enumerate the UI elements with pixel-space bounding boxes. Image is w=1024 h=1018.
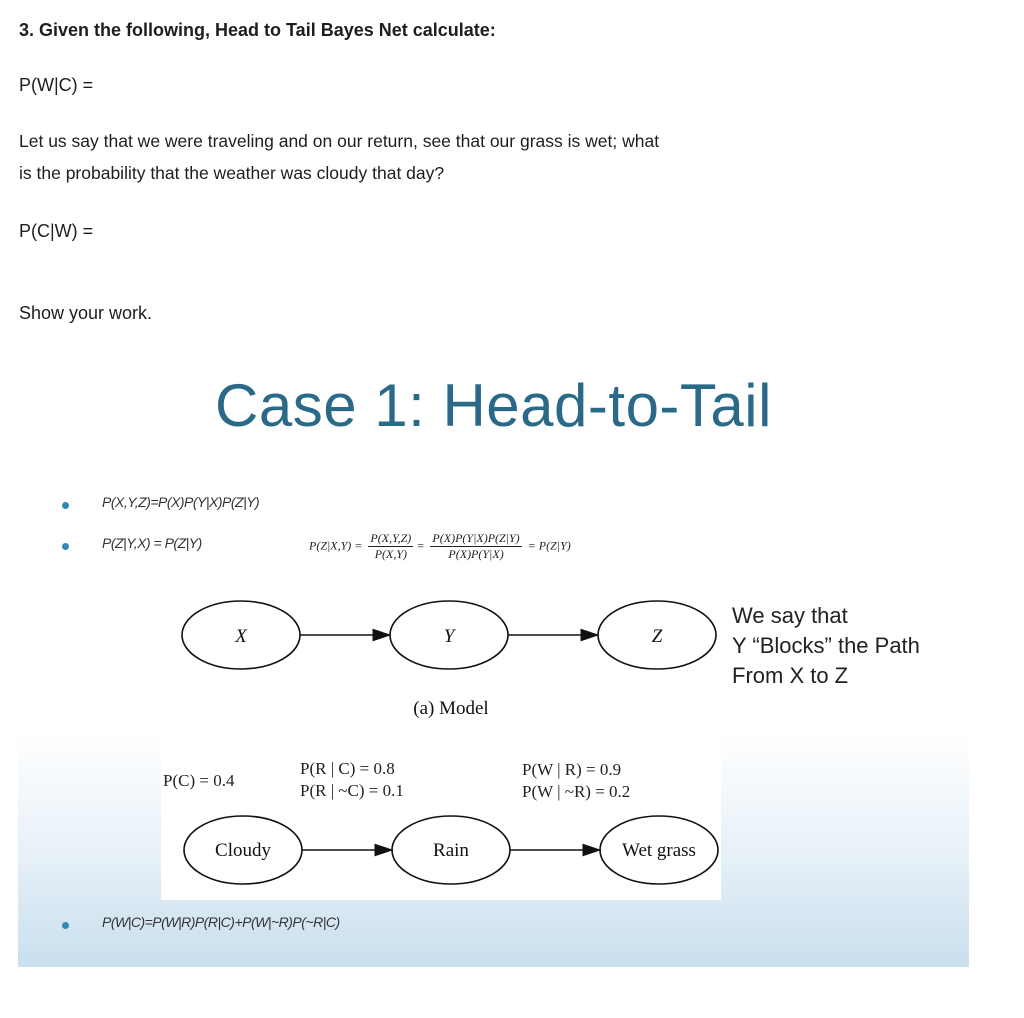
bullet-pwc-expansion: P(W|C)=P(W|R)P(R|C)+P(W|~R)P(~R|C) [102,914,340,930]
fraction-2-num: P(X)P(Y|X)P(Z|Y) [432,531,520,545]
fraction-2 [430,531,521,562]
bullet-independence: P(Z|Y,X) = P(Z|Y) [102,535,202,551]
node-y-label: Y [443,626,455,647]
node-z-label: Z [651,626,663,647]
fraction-1-num: P(X,Y,Z) [370,531,412,545]
cpt-rain [300,758,404,802]
bullet-dot [62,502,69,509]
show-work: Show your work. [19,303,153,323]
blocks-note [732,601,920,691]
cpt-rain-given-not-c: P(R | ~C) = 0.1 [300,781,404,800]
derivation-formula: P(Z|X,Y) = $\frac{P(X,Y,Z)}{P(X,Y)}$ = $\frac{P(X)P(Y|X)P(Z|Y)}{P(X)P(Y|X)}$ = P(Z|Y) [309,531,571,561]
formula-rhs: = P(Z|Y) [527,538,571,553]
node-cloudy-label: Cloudy [215,840,271,861]
node-wet-grass-label: Wet grass [622,840,696,861]
cpt-wet [522,759,630,803]
cpt-rain-given-c: P(R | C) = 0.8 [300,759,395,778]
scenario-line-1: Let us say that we were traveling and on our return, see that our grass is wet; what [19,131,660,151]
scenario-line-2: is the probability that the weather was cloudy that day? [19,163,445,183]
node-x-label: X [235,626,247,647]
model-caption: (a) Model [413,698,489,719]
fraction-1 [368,531,413,562]
bullet-joint: P(X,Y,Z)=P(X)P(Y|X)P(Z|Y) [102,494,260,510]
lecture-slide [18,353,969,967]
bayes-net-diagram [161,597,721,900]
note-line-1: We say that [732,603,848,628]
bullet-dot [62,922,69,929]
cpt-cloudy: P(C) = 0.4 [163,771,235,790]
question-heading: 3. Given the following, Head to Tail Bayes Net calculate: [19,20,496,40]
formula-lhs: P(Z|X,Y) = [309,538,363,553]
fraction-1-den: P(X,Y) [374,547,408,561]
pwc-prompt: P(W|C) = [19,75,94,95]
bullet-dot [62,543,69,550]
pcw-prompt: P(C|W) = [19,221,94,241]
note-line-3: From X to Z [732,663,849,688]
cpt-wet-given-not-r: P(W | ~R) = 0.2 [522,782,631,801]
slide-title: Case 1: Head-to-Tail [215,372,772,439]
note-line-2: Y “Blocks” the Path [732,633,920,658]
node-rain-label: Rain [433,840,469,861]
cpt-wet-given-r: P(W | R) = 0.9 [522,760,622,779]
fraction-2-den: P(X)P(Y|X) [448,547,504,561]
